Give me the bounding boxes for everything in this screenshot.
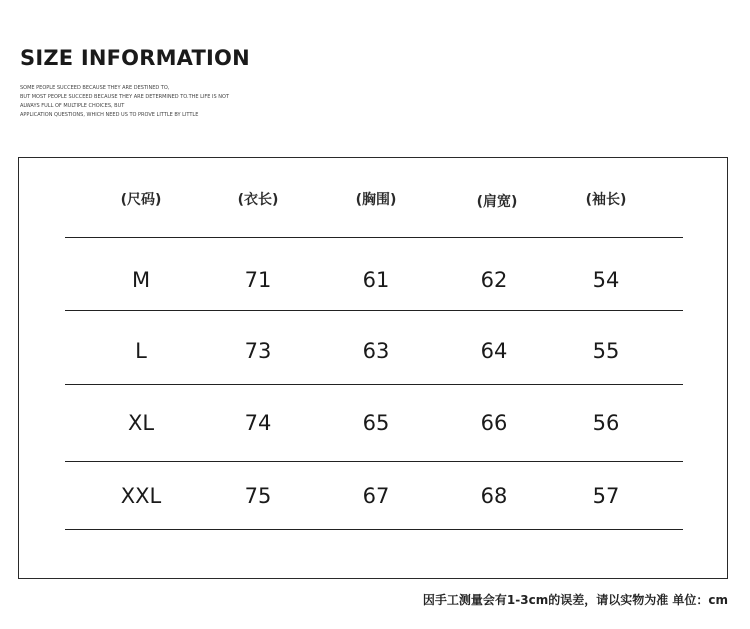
table-cell: 61 (362, 268, 390, 292)
column-header-chest: (胸围) (355, 192, 397, 208)
table-cell: 57 (592, 484, 620, 508)
table-rule (65, 461, 683, 462)
table-cell: 73 (244, 339, 272, 363)
page-title: SIZE INFORMATION (20, 46, 250, 70)
table-rule (65, 310, 683, 311)
subtext-line: APPLICATION QUESTIONS, WHICH NEED US TO PROVE LITTLE BY LITTLE (20, 112, 199, 118)
table-cell: 54 (592, 268, 620, 292)
subtext-line: BUT MOST PEOPLE SUCCEED BECAUSE THEY ARE DETERMINED TO.THE LIFE IS NOT (20, 94, 229, 100)
table-rule (65, 529, 683, 530)
subtext-line: ALWAYS FULL OF MULTIPLE CHOICES, BUT (20, 103, 125, 109)
table-cell-size: M (131, 268, 151, 292)
table-cell-size: L (135, 339, 147, 363)
table-cell: 55 (592, 339, 620, 363)
table-cell: 66 (480, 411, 508, 435)
table-rule (65, 384, 683, 385)
table-cell: 65 (362, 411, 390, 435)
column-header-shoulder: (肩宽) (476, 194, 518, 210)
table-cell: 71 (244, 268, 272, 292)
table-cell: 67 (362, 484, 390, 508)
column-header-length: (衣长) (237, 192, 279, 208)
table-cell: 63 (362, 339, 390, 363)
size-table-frame (18, 157, 728, 579)
table-cell-size: XXL (120, 484, 162, 508)
measurement-footnote: 因手工测量会有1-3cm的误差，请以实物为准 单位：cm (422, 593, 728, 607)
table-cell-size: XL (127, 411, 155, 435)
subtext-block (20, 84, 290, 120)
subtext-line: SOME PEOPLE SUCCEED BECAUSE THEY ARE DESTINED TO, (20, 85, 170, 91)
table-cell: 62 (480, 268, 508, 292)
table-cell: 68 (480, 484, 508, 508)
table-cell: 64 (480, 339, 508, 363)
column-header-size: (尺码) (120, 192, 162, 208)
table-cell: 56 (592, 411, 620, 435)
table-cell: 75 (244, 484, 272, 508)
table-cell: 74 (244, 411, 272, 435)
table-rule (65, 237, 683, 238)
column-header-sleeve: (袖长) (585, 192, 627, 208)
